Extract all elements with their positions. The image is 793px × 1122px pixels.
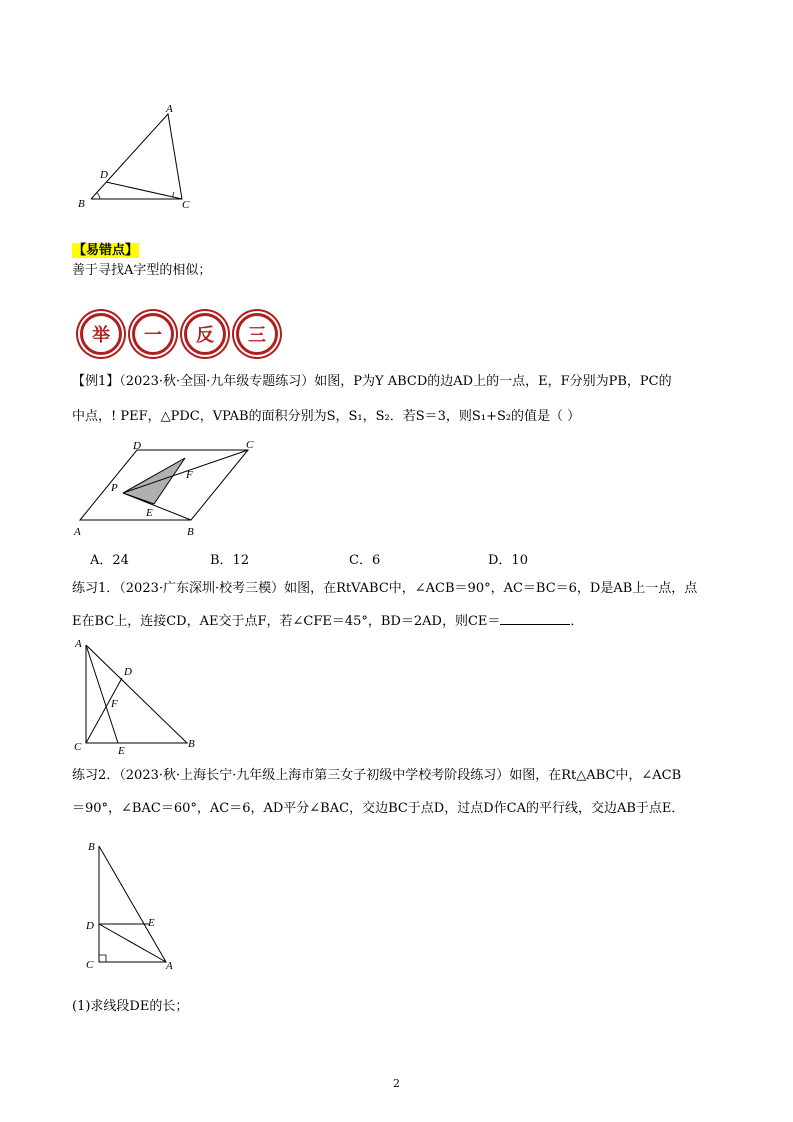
label-c: C (246, 439, 254, 451)
practice1-line2-end: ． (570, 614, 584, 629)
label-c: C (86, 959, 94, 971)
option-a: A．24 (90, 553, 129, 568)
label-b: B (88, 841, 95, 853)
option-c: C．6 (349, 553, 381, 568)
label-a: A (166, 960, 173, 972)
practice2-question1: (1)求线段DE的长； (72, 999, 189, 1014)
label-b: B (188, 738, 195, 750)
page-number: 2 (393, 1077, 400, 1090)
label-a: A (166, 103, 173, 115)
banner-char-1: 举 (80, 313, 122, 355)
banner-char-4: 三 (236, 313, 278, 355)
label-d: D (124, 666, 132, 678)
example1-line2: 中点，! PEF，△PDC，VPAB的面积分别为S，S₁，S₂．若S＝3，则S₁+S₂的值是（ ） (72, 409, 581, 424)
label-b: B (187, 526, 194, 538)
practice2-line1: 练习2．（2023·秋·上海长宁·九年级上海市第三女子初级中学校考阶段练习）如图，在Rt△ABC中，∠ACB (72, 768, 682, 783)
figure-right-triangle-2 (82, 838, 192, 973)
banner-char-3: 反 (184, 313, 226, 355)
label-c: C (74, 741, 82, 753)
label-d: D (133, 440, 141, 452)
banner-jyfs (80, 313, 288, 355)
label-d: D (86, 920, 94, 932)
error-prone-text: 善于寻找A字型的相似； (72, 263, 212, 278)
answer-blank[interactable] (500, 612, 570, 625)
example1-line1: 【例1】（2023·秋·全国·九年级专题练习）如图，P为Y ABCD的边AD上的一点，E，F分别为PB，PC的 (72, 374, 672, 389)
label-e: E (146, 507, 153, 519)
practice1-line1: 练习1．（2023·广东深圳·校考三模）如图，在RtVABC中，∠ACB＝90°，AC＝BC＝6，D是AB上一点，点 (72, 581, 698, 596)
error-prone-title: 【易错点】 (73, 243, 139, 258)
label-f: F (186, 469, 193, 481)
label-a: A (75, 638, 82, 650)
practice1-line2-text: E在BC上，连接CD，AE交于点F，若∠CFE＝45°，BD＝2AD，则CE＝ (72, 614, 501, 629)
option-b: B．12 (210, 553, 250, 568)
practice2-line2: ＝90°，∠BAC＝60°，AC＝6，AD平分∠BAC，交边BC于点D，过点D作CA的平行线，交边AB于点E． (72, 801, 685, 816)
label-a: A (74, 526, 81, 538)
label-e: E (148, 917, 155, 929)
figure-right-triangle-1 (70, 635, 210, 755)
banner-char-2: 一 (132, 313, 174, 355)
label-p: P (111, 482, 118, 494)
figure-triangle-abc (70, 100, 200, 215)
label-e: E (118, 745, 125, 755)
figure-parallelogram (70, 437, 260, 542)
practice1-line2 (72, 612, 583, 630)
label-b: B (78, 198, 85, 210)
label-f: F (111, 698, 118, 710)
label-d: D (100, 169, 108, 181)
label-c: C (182, 199, 190, 211)
option-d: D．10 (488, 553, 528, 568)
error-prone-heading (72, 242, 139, 259)
